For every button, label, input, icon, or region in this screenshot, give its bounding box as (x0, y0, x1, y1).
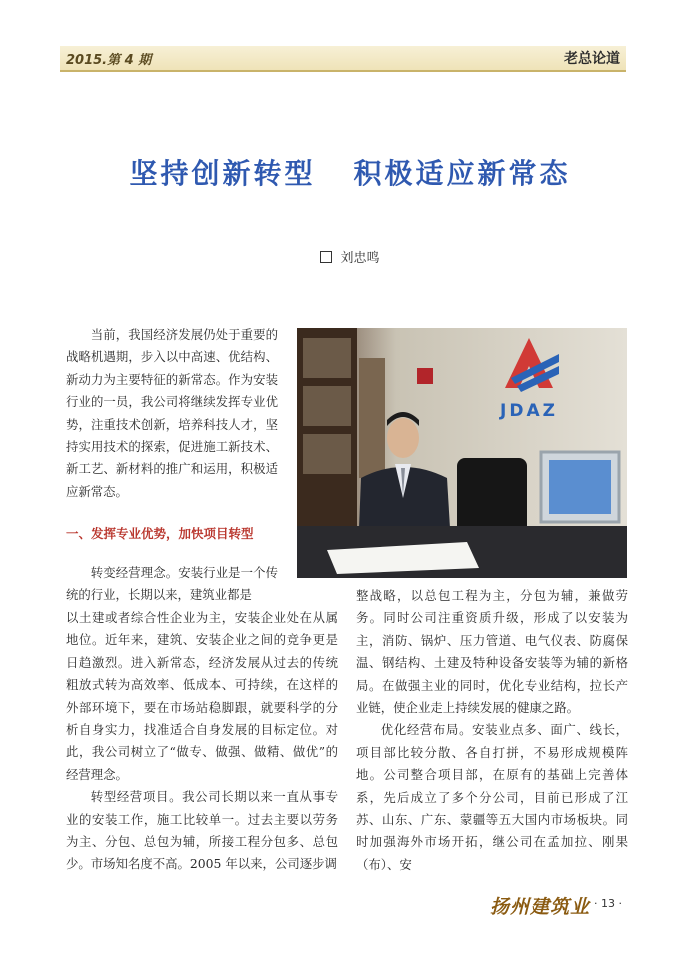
para1-start-column (66, 562, 278, 607)
square-icon (320, 251, 332, 263)
publication-logo: 扬州建筑业 (490, 896, 591, 918)
section-label: 老总论道 (564, 51, 620, 67)
right-column (356, 585, 628, 876)
article-title (0, 152, 700, 192)
author-line (0, 247, 700, 266)
logo-text: JDAZ (500, 401, 558, 421)
running-header (60, 46, 626, 72)
left-lower-column (66, 607, 338, 876)
title-part-2: 积极适应新常态 (353, 157, 571, 190)
photo-illustration (297, 328, 627, 578)
author-photo (297, 328, 627, 578)
title-part-1: 坚持创新转型 (129, 157, 316, 190)
subheading-1: 一、发挥专业优势，加快项目转型 (66, 526, 254, 541)
para2: 转型经营项目。我公司长期以来一直从事专业的安装工作，施工比较单一。过去主要以劳务为主、分包、总包为辅，所接工程分包多、总包少。市场知名度不高。2005 年以来，公司逐步调 (66, 789, 338, 872)
para2-continued: 整战略，以总包工程为主，分包为辅，兼做劳务。同时公司注重资质升级，形成了以安装为主，消防、锅炉、压力管道、电气仪表、防腐保温、钢结构、土建及特种设备安装等为辅的新格局。在做强主业的同时，优化专业结构，拉长产业链，使企业走上持续发展的健康之路。 (356, 588, 628, 716)
para1-start: 转变经营理念。安装行业是一个传统的行业，长期以来，建筑业都是 (66, 565, 278, 603)
issue-label: 2015.第 4 期 (66, 53, 152, 68)
author-name: 刘忠鸣 (340, 251, 380, 266)
para1-rest: 以土建或者综合性企业为主，安装企业处在从属地位。近年来，建筑、安装企业之间的竞争更是日趋激烈。进入新常态，经济发展从过去的传统粗放式转为高效率、低成本、可持续，在这样的外部环境下，要在市场站稳脚跟，就要科学的分析自身实力，找准适合自身发展的目标定位。对此，我公司树立了“做专、做强、做精、做优”的经营理念。 (66, 610, 338, 782)
intro-column (66, 324, 278, 503)
intro-paragraph: 当前，我国经济发展仍处于重要的战略机遇期，步入以中高速、优结构、新动力为主要特征的新常态。作为安装行业的一员，我公司将继续发挥专业优势，注重技术创新，培养科技人才，坚持实用技术的探索，促进施工新技术、新工艺、新材料的推广和运用，积极适应新常态。 (66, 327, 278, 499)
para3: 优化经营布局。安装业点多、面广、线长，项目部比较分散、各自打拼，不易形成规模阵地。公司整合项目部，在原有的基础上完善体系，先后成立了多个分公司，目前已形成了江苏、山东、广东、蒙疆等五大国内市场板块。同时加强海外市场开拓，继公司在孟加拉、刚果（布）、安 (356, 722, 628, 872)
page-number: · 13 · (594, 897, 622, 910)
